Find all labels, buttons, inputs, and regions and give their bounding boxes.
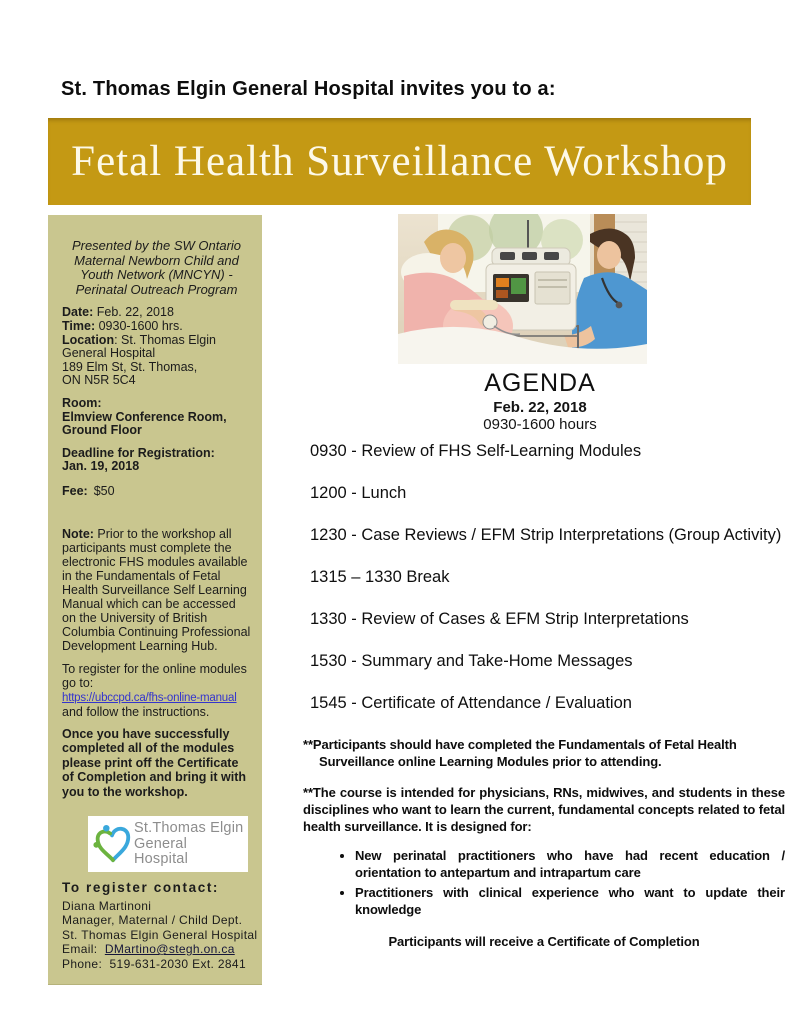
location-value: : St. Thomas Elgin General Hospital bbox=[62, 332, 216, 361]
register-online-intro: To register for the online modules go to: bbox=[62, 661, 247, 690]
workshop-banner bbox=[48, 118, 751, 205]
hospital-logo bbox=[88, 816, 248, 872]
date-label: Date: bbox=[62, 305, 94, 320]
invite-line: St. Thomas Elgin General Hospital invites you to a: bbox=[61, 78, 556, 100]
time-value: 0930-1600 hrs. bbox=[98, 318, 183, 333]
agenda-title: AGENDA bbox=[484, 369, 596, 397]
contact-name: Diana Martinoni bbox=[62, 898, 152, 913]
agenda-date: Feb. 22, 2018 bbox=[493, 399, 587, 416]
deadline-label: Deadline for Registration: bbox=[62, 445, 215, 460]
location-row bbox=[62, 334, 251, 361]
room-block bbox=[62, 397, 251, 438]
agenda-item: 1330 - Review of Cases & EFM Strip Interpretations bbox=[310, 610, 689, 628]
notes-section bbox=[303, 736, 785, 950]
workshop-photo bbox=[398, 214, 647, 364]
contact-title: Manager, Maternal / Child Dept. bbox=[62, 913, 243, 928]
date-value: Feb. 22, 2018 bbox=[96, 305, 174, 320]
note-label: Note: bbox=[62, 526, 94, 541]
closing-line: Participants will receive a Certificate of Completion bbox=[388, 934, 700, 949]
contact-org: St. Thomas Elgin General Hospital bbox=[62, 927, 258, 942]
room-line-2: Ground Floor bbox=[62, 423, 142, 438]
address-line-2: ON N5R 5C4 bbox=[62, 373, 136, 388]
time-label: Time: bbox=[62, 318, 96, 333]
stegh-heart-icon bbox=[92, 822, 134, 866]
agenda-header bbox=[300, 369, 780, 433]
fee-label: Fee: bbox=[62, 483, 88, 498]
phone-value: 519-631-2030 Ext. 2841 bbox=[109, 956, 246, 971]
details-sidebar bbox=[48, 215, 262, 985]
module-registration-link[interactable]: https://ubccpd.ca/fhs-online-manual bbox=[62, 691, 237, 704]
deadline-block bbox=[62, 447, 251, 474]
presented-by-text: Presented by the SW Ontario Maternal Newborn Child and Youth Network (MNCYN) - Perinatal Outreach Program bbox=[71, 238, 242, 297]
deadline-value: Jan. 19, 2018 bbox=[62, 459, 140, 474]
agenda-item: 1200 - Lunch bbox=[310, 484, 407, 502]
room-line-1: Elmview Conference Room, bbox=[62, 409, 227, 424]
contact-heading: To register contact: bbox=[62, 880, 220, 896]
agenda-hours: 0930-1600 hours bbox=[483, 416, 597, 433]
time-row bbox=[62, 320, 251, 334]
contact-block bbox=[62, 880, 258, 971]
phone-label: Phone: bbox=[62, 956, 103, 971]
location-label: Location bbox=[62, 332, 115, 347]
address-line-1: 189 Elm St, St. Thomas, bbox=[62, 359, 198, 374]
certificate-note: Once you have successfully completed all of the modules please print off the Certificate of Completion and bring it with you to the workshop. bbox=[62, 726, 247, 799]
date-row bbox=[62, 306, 251, 320]
agenda-item: 1530 - Summary and Take-Home Messages bbox=[310, 652, 633, 670]
note-course-intended: **The course is intended for physicians, RNs, midwives, and students in these disciplines who want to learn the current, fundamental concepts related to fetal health surveillance. It is designed for: bbox=[303, 785, 785, 834]
note-text: Prior to the workshop all participants must complete the electronic FHS modules available in the Fundamentals of Fetal Health Surveillance Self Learning Manual which can be accessed on the University of British Columbia Continuing Professional Development Learning Hub. bbox=[62, 526, 251, 653]
logo-line-2: General Hospital bbox=[134, 835, 188, 868]
logo-line-1: St.Thomas Elgin bbox=[134, 820, 244, 837]
email-label: Email: bbox=[62, 942, 98, 957]
hospital-logo-text bbox=[134, 821, 244, 868]
contact-email-row bbox=[62, 942, 251, 956]
agenda-item: 0930 - Review of FHS Self-Learning Modules bbox=[310, 442, 642, 460]
fee-value: $50 bbox=[93, 483, 115, 498]
email-link[interactable]: DMartino@stegh.on.ca bbox=[104, 942, 235, 957]
fee-block bbox=[62, 485, 251, 499]
bullet-item: • New perinatal practitioners who have had recent education / orientation to antepartum and intrapartum care bbox=[355, 847, 785, 881]
note-participants: **Participants should have completed the Fundamentals of Fetal Health Surveillance online Learning Modules prior to attending. bbox=[303, 737, 737, 769]
note-block bbox=[62, 527, 251, 653]
agenda-item: 1315 – 1330 Break bbox=[310, 568, 450, 586]
register-online-block bbox=[62, 662, 251, 719]
agenda-item: 1230 - Case Reviews / EFM Strip Interpretations (Group Activity) bbox=[310, 526, 782, 544]
designed-for-list bbox=[303, 847, 785, 918]
event-details-block bbox=[62, 306, 251, 388]
agenda-item: 1545 - Certificate of Attendance / Evaluation bbox=[310, 694, 632, 712]
contact-phone-row bbox=[62, 957, 251, 971]
room-label: Room: bbox=[62, 395, 102, 410]
register-online-outro: and follow the instructions. bbox=[62, 704, 210, 719]
banner-title: Fetal Health Surveillance Workshop bbox=[71, 138, 728, 185]
bullet-item: • Practitioners with clinical experience who want to update their knowledge bbox=[355, 884, 785, 918]
agenda-list bbox=[310, 441, 788, 735]
